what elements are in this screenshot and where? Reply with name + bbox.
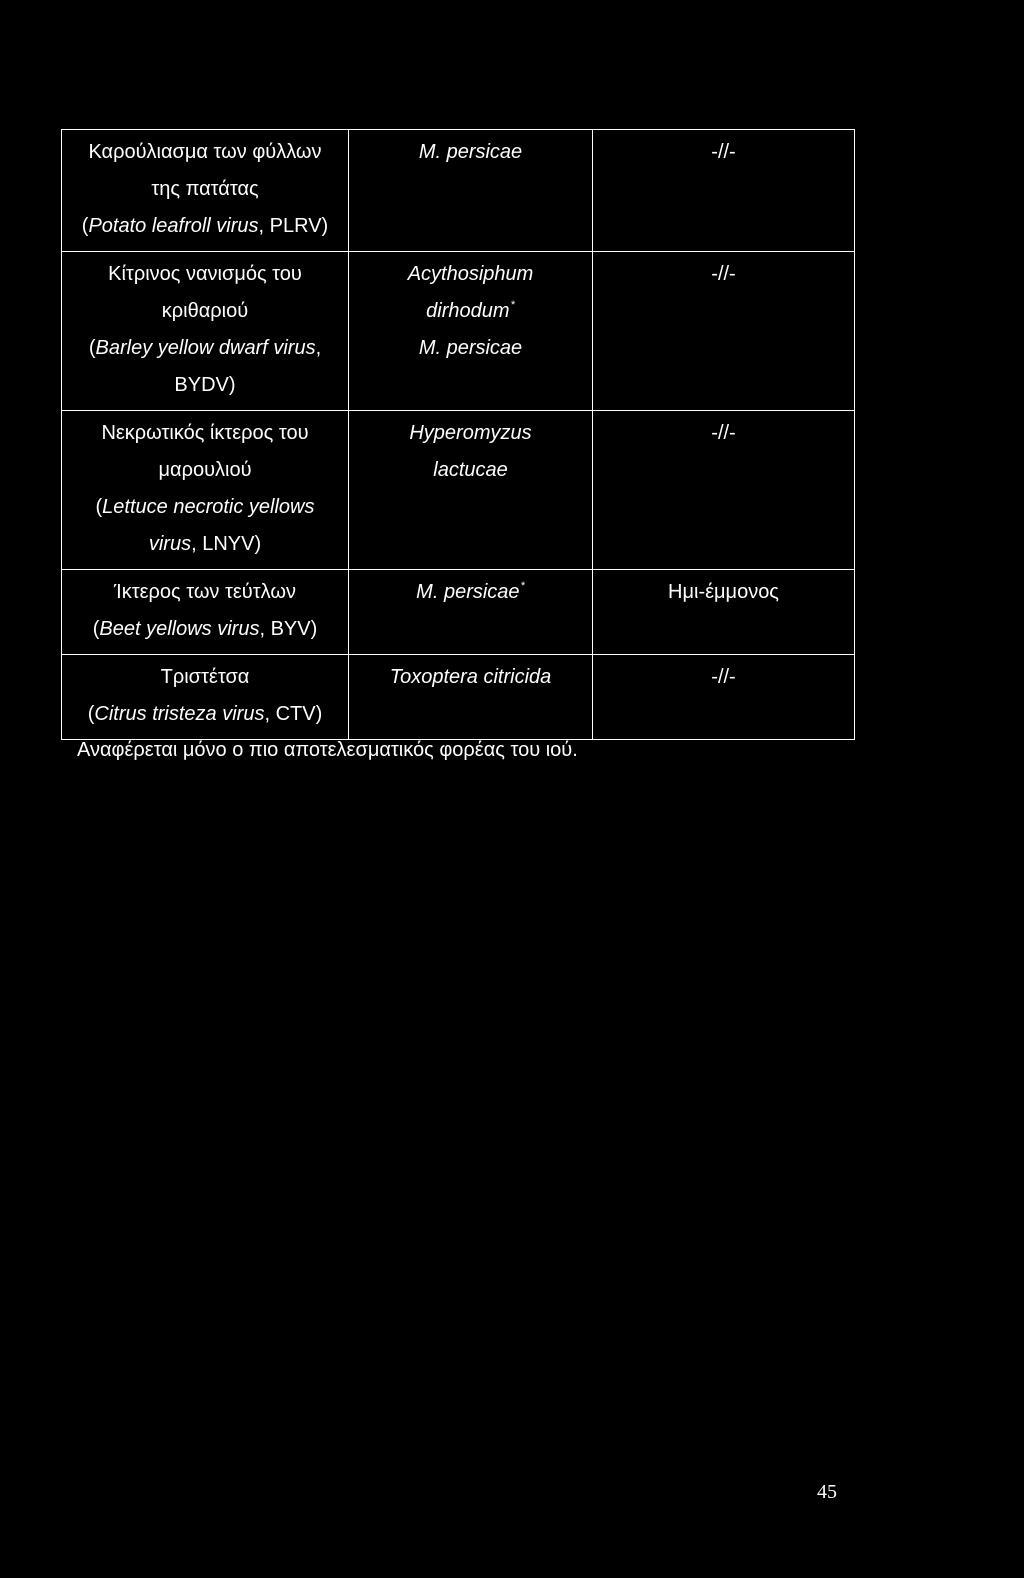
virus-abbreviation: LNYV [202,533,255,555]
virus-cell [62,411,349,570]
vector-cell [349,130,593,252]
virus-name-line: Τριστέτσα [160,666,250,688]
virus-latin-name-cont: virus [148,533,192,555]
virus-cell [62,252,349,411]
transmission-mode-cell [593,655,855,740]
virus-name-line: Ίκτερος των τεύτλων [114,581,296,603]
virus-abbreviation: CTV [275,703,316,725]
vector-name: lactucae [433,459,508,481]
transmission-mode: Ημι-έμμονος [668,581,779,603]
virus-latin-line: (Citrus tristeza virus, CTV) [87,703,323,725]
transmission-mode-cell [593,411,855,570]
virus-name-line: της πατάτας [151,178,259,200]
table-row [62,252,855,411]
virus-name-line: Νεκρωτικός ίκτερος του [101,422,309,444]
table-row [62,130,855,252]
virus-name-line: μαρουλιού [158,459,252,481]
vector-name-line [355,574,586,611]
footnote-marker: * [510,299,515,311]
virus-vector-table [61,129,855,740]
virus-latin-name: Citrus tristeza virus [94,703,265,725]
vector-name-line [355,293,586,330]
transmission-mode: -//- [711,263,736,285]
virus-latin-line: (Barley yellow dwarf virus, [88,337,322,359]
vector-name: M. persicae [416,581,520,603]
virus-latin-line: virus, LNYV) [148,533,262,555]
vector-name: Acythosiphum [407,263,534,285]
virus-abbreviation: BYV [270,618,311,640]
vector-name: Toxoptera citricida [389,666,552,688]
vector-name: Hyperomyzus [409,422,532,444]
virus-latin-name: Barley yellow dwarf virus [95,337,316,359]
virus-cell [62,130,349,252]
transmission-mode: -//- [711,666,736,688]
transmission-mode-cell [593,130,855,252]
table-row [62,570,855,655]
vector-name: dirhodum [426,300,510,322]
vector-cell [349,411,593,570]
vector-cell [349,570,593,655]
virus-latin-line: (Lettuce necrotic yellows [95,496,315,518]
virus-abbreviation: PLRV [269,215,322,237]
vector-name: M. persicae [418,141,523,163]
transmission-mode-cell [593,570,855,655]
virus-latin-name: Lettuce necrotic yellows [102,496,315,518]
transmission-mode-cell [593,252,855,411]
footnote-marker: * [520,580,525,592]
transmission-mode: -//- [711,422,736,444]
table-footnote: Αναφέρεται μόνο ο πιο αποτελεσματικός φορέας του ιού. [77,739,578,761]
virus-name-line: κριθαριού [161,300,249,322]
page-number: 45 [817,1481,837,1503]
vector-cell [349,655,593,740]
virus-cell [62,655,349,740]
virus-latin-line: (Beet yellows virus, BYV) [92,618,318,640]
virus-abbr-line: BYDV) [174,374,236,396]
virus-latin-name: Beet yellows virus [99,618,260,640]
transmission-mode: -//- [711,141,736,163]
virus-abbreviation: BYDV [174,374,229,396]
virus-name-line: Κίτρινος νανισμός του [108,263,302,285]
table-row [62,411,855,570]
table-row [62,655,855,740]
virus-name-line: Καρούλιασμα των φύλλων [88,141,322,163]
vector-name: M. persicae [418,337,523,359]
vector-cell [349,252,593,411]
virus-latin-name: Potato leafroll virus [88,215,259,237]
virus-latin-line: (Potato leafroll virus, PLRV) [81,215,329,237]
virus-cell [62,570,349,655]
